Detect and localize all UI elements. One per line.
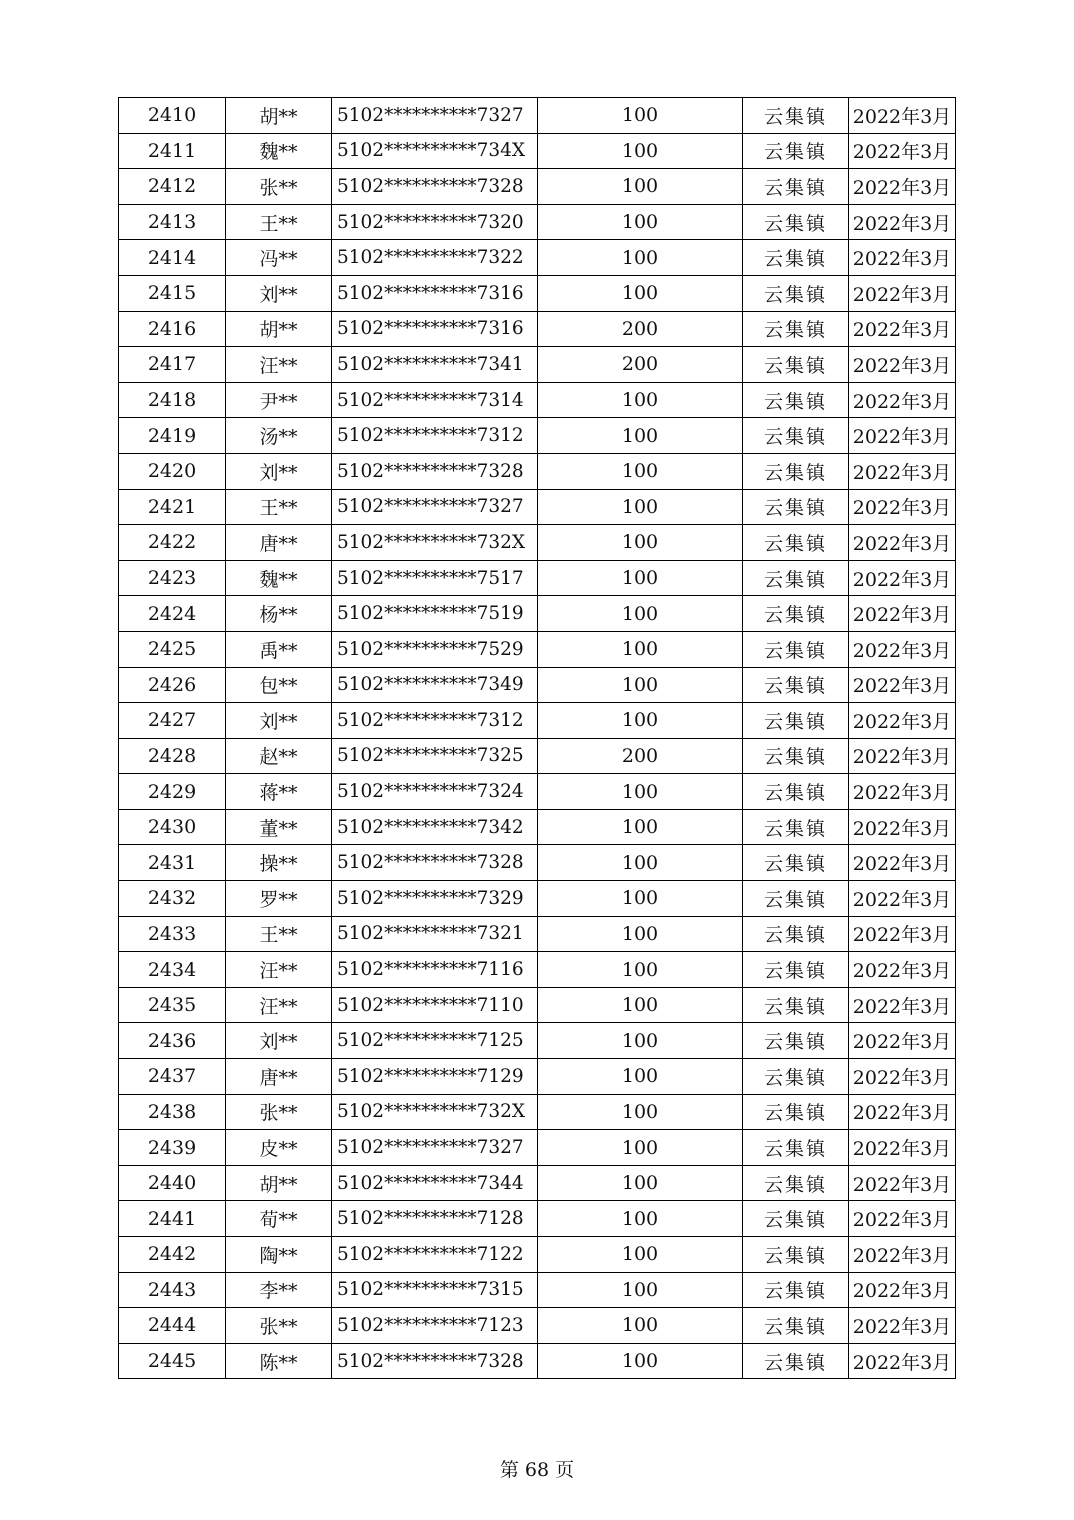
amount-cell: 100: [538, 774, 743, 810]
town-cell: 云集镇: [743, 1165, 849, 1201]
date-cell: 2022年3月: [849, 1094, 956, 1130]
date-cell: 2022年3月: [849, 347, 956, 383]
date-cell: 2022年3月: [849, 596, 956, 632]
town-cell: 云集镇: [743, 169, 849, 205]
name-cell: 杨**: [226, 596, 332, 632]
row-number-cell: 2436: [119, 1023, 226, 1059]
id-number-cell: 5102**********7324: [332, 774, 538, 810]
date-cell: 2022年3月: [849, 1272, 956, 1308]
name-cell: 蒋**: [226, 774, 332, 810]
date-cell: 2022年3月: [849, 631, 956, 667]
amount-cell: 200: [538, 347, 743, 383]
id-number-cell: 5102**********7129: [332, 1059, 538, 1095]
date-cell: 2022年3月: [849, 667, 956, 703]
town-cell: 云集镇: [743, 1308, 849, 1344]
row-number-cell: 2428: [119, 738, 226, 774]
town-cell: 云集镇: [743, 204, 849, 240]
date-cell: 2022年3月: [849, 1343, 956, 1379]
id-number-cell: 5102**********7312: [332, 703, 538, 739]
id-number-cell: 5102**********7320: [332, 204, 538, 240]
date-cell: 2022年3月: [849, 418, 956, 454]
amount-cell: 100: [538, 204, 743, 240]
table-row: [119, 133, 956, 169]
name-cell: 王**: [226, 204, 332, 240]
row-number-cell: 2427: [119, 703, 226, 739]
name-cell: 荀**: [226, 1201, 332, 1237]
amount-cell: 100: [538, 1130, 743, 1166]
name-cell: 刘**: [226, 703, 332, 739]
amount-cell: 200: [538, 738, 743, 774]
amount-cell: 100: [538, 596, 743, 632]
amount-cell: 100: [538, 1308, 743, 1344]
row-number-cell: 2417: [119, 347, 226, 383]
row-number-cell: 2441: [119, 1201, 226, 1237]
row-number-cell: 2418: [119, 382, 226, 418]
table-row: [119, 204, 956, 240]
amount-cell: 100: [538, 525, 743, 561]
row-number-cell: 2445: [119, 1343, 226, 1379]
town-cell: 云集镇: [743, 382, 849, 418]
date-cell: 2022年3月: [849, 738, 956, 774]
name-cell: 罗**: [226, 881, 332, 917]
amount-cell: 100: [538, 418, 743, 454]
town-cell: 云集镇: [743, 560, 849, 596]
town-cell: 云集镇: [743, 667, 849, 703]
table-row: [119, 382, 956, 418]
table-row: [119, 240, 956, 276]
date-cell: 2022年3月: [849, 703, 956, 739]
table-row: [119, 774, 956, 810]
row-number-cell: 2432: [119, 881, 226, 917]
id-number-cell: 5102**********7321: [332, 916, 538, 952]
id-number-cell: 5102**********7327: [332, 98, 538, 134]
date-cell: 2022年3月: [849, 1237, 956, 1273]
row-number-cell: 2416: [119, 311, 226, 347]
id-number-cell: 5102**********7325: [332, 738, 538, 774]
id-number-cell: 5102**********7328: [332, 169, 538, 205]
town-cell: 云集镇: [743, 774, 849, 810]
table-row: [119, 525, 956, 561]
name-cell: 王**: [226, 916, 332, 952]
name-cell: 皮**: [226, 1130, 332, 1166]
name-cell: 汪**: [226, 952, 332, 988]
table-row: [119, 987, 956, 1023]
name-cell: 冯**: [226, 240, 332, 276]
amount-cell: 100: [538, 560, 743, 596]
date-cell: 2022年3月: [849, 987, 956, 1023]
amount-cell: 100: [538, 1201, 743, 1237]
name-cell: 胡**: [226, 1165, 332, 1201]
name-cell: 陶**: [226, 1237, 332, 1273]
id-number-cell: 5102**********7316: [332, 275, 538, 311]
town-cell: 云集镇: [743, 809, 849, 845]
name-cell: 操**: [226, 845, 332, 881]
table-row: [119, 560, 956, 596]
amount-cell: 100: [538, 1165, 743, 1201]
row-number-cell: 2410: [119, 98, 226, 134]
name-cell: 胡**: [226, 311, 332, 347]
id-number-cell: 5102**********7328: [332, 453, 538, 489]
row-number-cell: 2433: [119, 916, 226, 952]
date-cell: 2022年3月: [849, 809, 956, 845]
amount-cell: 100: [538, 881, 743, 917]
table-row: [119, 1343, 956, 1379]
name-cell: 张**: [226, 1308, 332, 1344]
amount-cell: 100: [538, 382, 743, 418]
town-cell: 云集镇: [743, 596, 849, 632]
town-cell: 云集镇: [743, 453, 849, 489]
date-cell: 2022年3月: [849, 1165, 956, 1201]
date-cell: 2022年3月: [849, 453, 956, 489]
table-row: [119, 703, 956, 739]
name-cell: 胡**: [226, 98, 332, 134]
town-cell: 云集镇: [743, 240, 849, 276]
table-row: [119, 631, 956, 667]
table-row: [119, 489, 956, 525]
table-row: [119, 453, 956, 489]
date-cell: 2022年3月: [849, 560, 956, 596]
date-cell: 2022年3月: [849, 1201, 956, 1237]
date-cell: 2022年3月: [849, 774, 956, 810]
page-number: 第 68 页: [499, 1459, 575, 1481]
name-cell: 魏**: [226, 133, 332, 169]
table-row: [119, 1201, 956, 1237]
name-cell: 张**: [226, 169, 332, 205]
name-cell: 刘**: [226, 275, 332, 311]
table-row: [119, 347, 956, 383]
date-cell: 2022年3月: [849, 133, 956, 169]
town-cell: 云集镇: [743, 98, 849, 134]
id-number-cell: 5102**********7314: [332, 382, 538, 418]
date-cell: 2022年3月: [849, 1308, 956, 1344]
amount-cell: 100: [538, 1023, 743, 1059]
town-cell: 云集镇: [743, 489, 849, 525]
table-row: [119, 1094, 956, 1130]
table-row: [119, 1165, 956, 1201]
table-row: [119, 1130, 956, 1166]
name-cell: 陈**: [226, 1343, 332, 1379]
town-cell: 云集镇: [743, 1272, 849, 1308]
name-cell: 唐**: [226, 1059, 332, 1095]
town-cell: 云集镇: [743, 845, 849, 881]
amount-cell: 100: [538, 952, 743, 988]
amount-cell: 100: [538, 1059, 743, 1095]
town-cell: 云集镇: [743, 1094, 849, 1130]
row-number-cell: 2413: [119, 204, 226, 240]
name-cell: 魏**: [226, 560, 332, 596]
name-cell: 刘**: [226, 1023, 332, 1059]
table-row: [119, 738, 956, 774]
town-cell: 云集镇: [743, 738, 849, 774]
table-row: [119, 845, 956, 881]
amount-cell: 100: [538, 631, 743, 667]
name-cell: 禹**: [226, 631, 332, 667]
row-number-cell: 2421: [119, 489, 226, 525]
id-number-cell: 5102**********732X: [332, 1094, 538, 1130]
id-number-cell: 5102**********7125: [332, 1023, 538, 1059]
table-row: [119, 418, 956, 454]
date-cell: 2022年3月: [849, 1130, 956, 1166]
date-cell: 2022年3月: [849, 952, 956, 988]
row-number-cell: 2411: [119, 133, 226, 169]
town-cell: 云集镇: [743, 311, 849, 347]
town-cell: 云集镇: [743, 133, 849, 169]
row-number-cell: 2437: [119, 1059, 226, 1095]
row-number-cell: 2419: [119, 418, 226, 454]
town-cell: 云集镇: [743, 347, 849, 383]
amount-cell: 100: [538, 1343, 743, 1379]
town-cell: 云集镇: [743, 525, 849, 561]
amount-cell: 100: [538, 240, 743, 276]
amount-cell: 100: [538, 667, 743, 703]
name-cell: 包**: [226, 667, 332, 703]
amount-cell: 100: [538, 133, 743, 169]
id-number-cell: 5102**********732X: [332, 525, 538, 561]
id-number-cell: 5102**********7519: [332, 596, 538, 632]
id-number-cell: 5102**********7312: [332, 418, 538, 454]
id-number-cell: 5102**********7342: [332, 809, 538, 845]
amount-cell: 100: [538, 453, 743, 489]
records-table-body: [119, 98, 956, 1379]
table-row: [119, 311, 956, 347]
row-number-cell: 2444: [119, 1308, 226, 1344]
town-cell: 云集镇: [743, 1023, 849, 1059]
town-cell: 云集镇: [743, 1237, 849, 1273]
date-cell: 2022年3月: [849, 240, 956, 276]
date-cell: 2022年3月: [849, 204, 956, 240]
town-cell: 云集镇: [743, 952, 849, 988]
id-number-cell: 5102**********7322: [332, 240, 538, 276]
date-cell: 2022年3月: [849, 845, 956, 881]
amount-cell: 100: [538, 1272, 743, 1308]
amount-cell: 100: [538, 987, 743, 1023]
id-number-cell: 5102**********7328: [332, 1343, 538, 1379]
name-cell: 唐**: [226, 525, 332, 561]
name-cell: 尹**: [226, 382, 332, 418]
amount-cell: 100: [538, 275, 743, 311]
town-cell: 云集镇: [743, 916, 849, 952]
amount-cell: 100: [538, 1094, 743, 1130]
table-row: [119, 916, 956, 952]
table-row: [119, 169, 956, 205]
id-number-cell: 5102**********7110: [332, 987, 538, 1023]
id-number-cell: 5102**********7315: [332, 1272, 538, 1308]
records-table: [118, 97, 956, 1379]
table-row: [119, 667, 956, 703]
table-row: [119, 1023, 956, 1059]
table-row: [119, 275, 956, 311]
town-cell: 云集镇: [743, 1201, 849, 1237]
name-cell: 董**: [226, 809, 332, 845]
date-cell: 2022年3月: [849, 525, 956, 561]
row-number-cell: 2414: [119, 240, 226, 276]
table-row: [119, 98, 956, 134]
town-cell: 云集镇: [743, 1130, 849, 1166]
town-cell: 云集镇: [743, 987, 849, 1023]
table-row: [119, 809, 956, 845]
id-number-cell: 5102**********7328: [332, 845, 538, 881]
id-number-cell: 5102**********7123: [332, 1308, 538, 1344]
id-number-cell: 5102**********7122: [332, 1237, 538, 1273]
id-number-cell: 5102**********7327: [332, 1130, 538, 1166]
row-number-cell: 2415: [119, 275, 226, 311]
row-number-cell: 2443: [119, 1272, 226, 1308]
row-number-cell: 2425: [119, 631, 226, 667]
table-row: [119, 1059, 956, 1095]
row-number-cell: 2426: [119, 667, 226, 703]
town-cell: 云集镇: [743, 275, 849, 311]
table-row: [119, 596, 956, 632]
date-cell: 2022年3月: [849, 881, 956, 917]
row-number-cell: 2423: [119, 560, 226, 596]
name-cell: 刘**: [226, 453, 332, 489]
amount-cell: 100: [538, 98, 743, 134]
name-cell: 赵**: [226, 738, 332, 774]
id-number-cell: 5102**********7349: [332, 667, 538, 703]
id-number-cell: 5102**********7316: [332, 311, 538, 347]
date-cell: 2022年3月: [849, 1023, 956, 1059]
name-cell: 王**: [226, 489, 332, 525]
name-cell: 李**: [226, 1272, 332, 1308]
row-number-cell: 2435: [119, 987, 226, 1023]
table-row: [119, 881, 956, 917]
name-cell: 汤**: [226, 418, 332, 454]
date-cell: 2022年3月: [849, 311, 956, 347]
town-cell: 云集镇: [743, 1059, 849, 1095]
row-number-cell: 2438: [119, 1094, 226, 1130]
row-number-cell: 2439: [119, 1130, 226, 1166]
id-number-cell: 5102**********7529: [332, 631, 538, 667]
amount-cell: 200: [538, 311, 743, 347]
amount-cell: 100: [538, 489, 743, 525]
table-row: [119, 1272, 956, 1308]
amount-cell: 100: [538, 916, 743, 952]
name-cell: 汪**: [226, 987, 332, 1023]
row-number-cell: 2442: [119, 1237, 226, 1273]
date-cell: 2022年3月: [849, 275, 956, 311]
date-cell: 2022年3月: [849, 169, 956, 205]
date-cell: 2022年3月: [849, 916, 956, 952]
row-number-cell: 2434: [119, 952, 226, 988]
id-number-cell: 5102**********7344: [332, 1165, 538, 1201]
amount-cell: 100: [538, 1237, 743, 1273]
date-cell: 2022年3月: [849, 382, 956, 418]
date-cell: 2022年3月: [849, 489, 956, 525]
name-cell: 汪**: [226, 347, 332, 383]
row-number-cell: 2429: [119, 774, 226, 810]
table-row: [119, 1237, 956, 1273]
name-cell: 张**: [226, 1094, 332, 1130]
table-row: [119, 1308, 956, 1344]
amount-cell: 100: [538, 169, 743, 205]
date-cell: 2022年3月: [849, 1059, 956, 1095]
town-cell: 云集镇: [743, 631, 849, 667]
amount-cell: 100: [538, 845, 743, 881]
row-number-cell: 2424: [119, 596, 226, 632]
town-cell: 云集镇: [743, 703, 849, 739]
amount-cell: 100: [538, 809, 743, 845]
row-number-cell: 2422: [119, 525, 226, 561]
row-number-cell: 2412: [119, 169, 226, 205]
id-number-cell: 5102**********7327: [332, 489, 538, 525]
id-number-cell: 5102**********7329: [332, 881, 538, 917]
id-number-cell: 5102**********7116: [332, 952, 538, 988]
row-number-cell: 2420: [119, 453, 226, 489]
date-cell: 2022年3月: [849, 98, 956, 134]
id-number-cell: 5102**********734X: [332, 133, 538, 169]
id-number-cell: 5102**********7128: [332, 1201, 538, 1237]
town-cell: 云集镇: [743, 881, 849, 917]
row-number-cell: 2430: [119, 809, 226, 845]
id-number-cell: 5102**********7517: [332, 560, 538, 596]
table-row: [119, 952, 956, 988]
row-number-cell: 2440: [119, 1165, 226, 1201]
row-number-cell: 2431: [119, 845, 226, 881]
id-number-cell: 5102**********7341: [332, 347, 538, 383]
town-cell: 云集镇: [743, 1343, 849, 1379]
amount-cell: 100: [538, 703, 743, 739]
town-cell: 云集镇: [743, 418, 849, 454]
